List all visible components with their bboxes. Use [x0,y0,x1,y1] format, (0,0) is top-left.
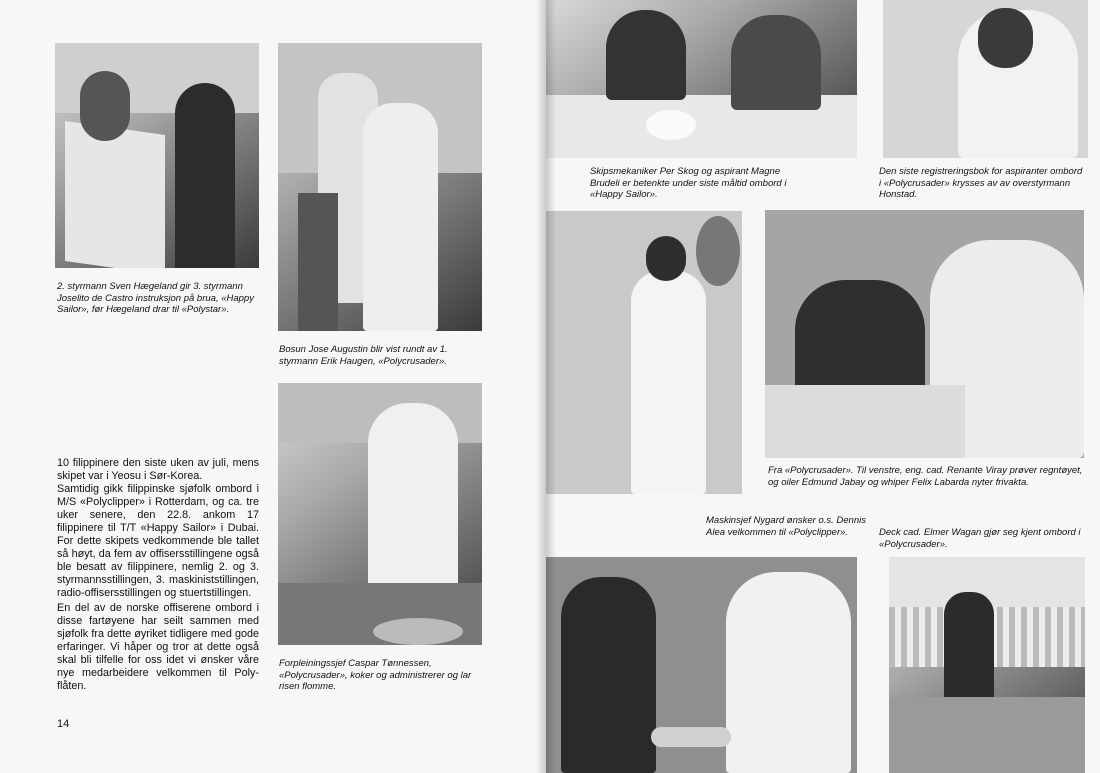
photo-deck-cadet [889,557,1085,773]
body-paragraph-2: Samtidig gikk filippinske sjøfolk ombord i M/S «Polyclipper» i Rotterdam, og ca. tre uker senere, den 22.8. ankom 17 filippinere til T/T «Happy Sailor» i Dubai. For dette skipets vedkommende ble tallet så høyt, da fem av offisersstillingene også ble besatt av filippinere, nemlig 2. og 3. styrmannsstillingen, 3. maskiniststillingen, radio-offisersstillingen og stuertstillingen. [57,483,259,599]
caption-bosun: Bosun Jose Augustin blir vist rundt av 1. styrmann Erik Haugen, «Polycrusader». [279,344,448,367]
photo-bosun-tour [278,43,482,331]
page-number: 14 [57,718,70,730]
caption-deck-cadet: Deck cad. Elmer Wagan gjør seg kjent ombord i «Polycrusader». [879,527,1081,550]
photo-crew-table [765,210,1084,458]
photo-registration-book [883,0,1088,158]
book-gutter [536,0,556,773]
photo-rain-gear [546,211,742,494]
photo-galley-cooking [278,383,482,645]
caption-registration: Den siste registreringsbok for aspiranter ombord i «Polycrusader» krysses av av overstyrmann Honstad. [879,166,1083,200]
caption-mechanic: Skipsmekaniker Per Skog og aspirant Magne Brudeli er betenkte under siste måltid ombord i «Happy Sailor». [590,166,787,200]
caption-engineer: Maskinsjef Nygard ønsker o.s. Dennis Alea velkommen til «Polyclipper». [706,515,866,538]
caption-galley: Forpleiningssjef Caspar Tønnessen, «Polycrusader», koker og administrerer og lar risen flomme. [279,658,472,692]
right-page [546,0,1100,773]
left-page [0,0,546,773]
photo-bridge-instruction [55,43,259,268]
caption-crew-table: Fra «Polycrusader». Til venstre, eng. cad. Renante Viray prøver regntøyet, og oiler Edmund Jabay og whiper Felix Labarda nyter frivakta. [768,465,1083,488]
photo-handshake [546,557,857,773]
photo-last-meal [546,0,857,158]
body-paragraph-1: 10 filippinere den siste uken av juli, mens skipet var i Yeosu i Sør-Korea. [57,457,259,482]
body-paragraph-3: En del av de norske offiserene ombord i disse fartøyene har seilt sammen med sjøfolk fra dette øyriket tidligere med gode erfaringer. Vi håper og tror at dette også skal bli tilfelle for oss idet vi ønsker våre nye medarbeidere velkommen til Poly-flåten. [57,602,259,692]
caption-bridge: 2. styrmann Sven Hægeland gir 3. styrmann Joselito de Castro instruksjon på brua, «Happy Sailor», før Hægeland drar til «Polystar». [57,281,254,315]
